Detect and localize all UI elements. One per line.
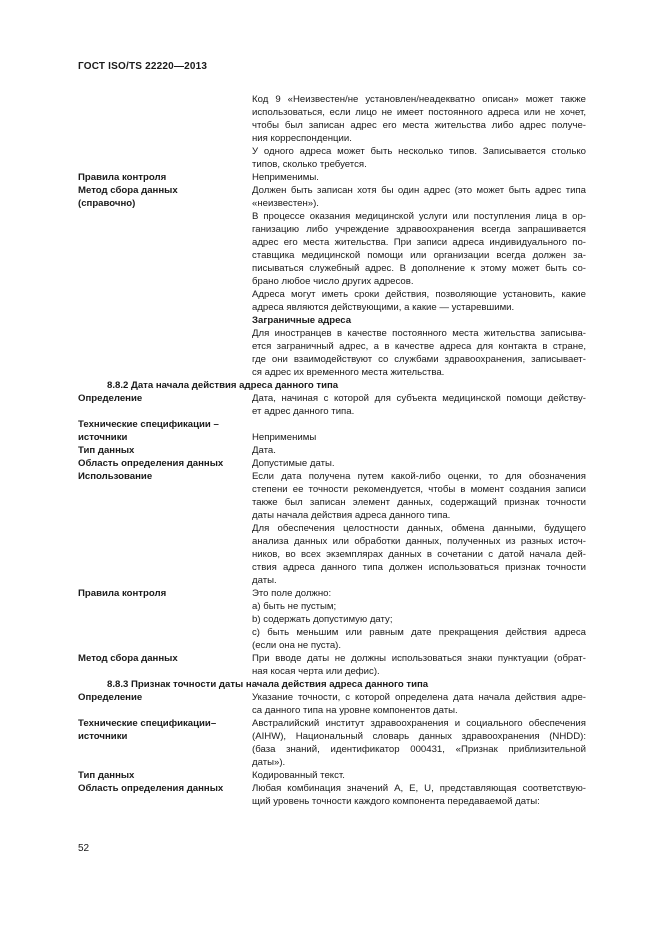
row-label bbox=[78, 717, 252, 769]
row-value bbox=[252, 457, 586, 470]
row-label bbox=[78, 587, 252, 600]
row-value bbox=[252, 600, 586, 613]
row-label bbox=[78, 314, 252, 327]
label-line: Правила контроля bbox=[78, 588, 167, 599]
value-line: c) быть меньшим или равным дате прекращения действия адреса bbox=[252, 627, 586, 638]
row-value bbox=[252, 444, 586, 457]
document-header: ГОСТ ISO/TS 22220—2013 bbox=[78, 61, 208, 72]
definition-row bbox=[78, 184, 586, 210]
row-label bbox=[78, 288, 252, 314]
definition-row bbox=[78, 717, 586, 769]
value-line: даты начала действия адреса данного типа. bbox=[252, 510, 451, 521]
value-line: (база знаний, идентификатор 000431, «Признак приблизительной bbox=[252, 744, 586, 755]
value-line: Кодированный текст. bbox=[252, 770, 345, 781]
definition-row bbox=[78, 457, 586, 470]
value-line: ставщика медицинской помощи или организации всегда должен за- bbox=[252, 250, 586, 261]
value-line: Неприменимы. bbox=[252, 172, 319, 183]
definition-row bbox=[78, 288, 586, 314]
row-label bbox=[78, 522, 252, 587]
row-label bbox=[78, 470, 252, 522]
row-value bbox=[252, 210, 586, 288]
definition-row bbox=[78, 470, 586, 522]
value-line: Австралийский институт здравоохранения и социального обеспечения bbox=[252, 718, 586, 729]
value-line: a) быть не пустым; bbox=[252, 601, 337, 612]
value-line: даты. bbox=[252, 575, 277, 586]
row-value bbox=[252, 522, 586, 587]
row-value bbox=[252, 93, 586, 145]
value-line: также был записан элемент данных, содержащий признак точности bbox=[252, 497, 586, 508]
row-value bbox=[252, 314, 586, 327]
value-line: Любая комбинация значений A, E, U, представляющая соответствую- bbox=[252, 783, 586, 794]
row-label bbox=[78, 613, 252, 626]
label-line: Метод сбора данных bbox=[78, 185, 178, 196]
row-label bbox=[78, 392, 252, 418]
value-line: ников, во всех экземплярах данных в сочетании с датой начала дей- bbox=[252, 549, 586, 560]
document-body bbox=[78, 93, 586, 808]
label-line: Тип данных bbox=[78, 445, 135, 456]
value-line: Если дата получена путем какой-либо оценки, то для обозначения bbox=[252, 471, 586, 482]
definition-row bbox=[78, 444, 586, 457]
row-value bbox=[252, 171, 586, 184]
label-line: Область определения данных bbox=[78, 783, 224, 794]
label-line: Определение bbox=[78, 393, 143, 404]
value-line: чтобы был записан адрес его места жительства либо адрес получе- bbox=[252, 120, 586, 131]
value-line: брано любое число других адресов. bbox=[252, 276, 414, 287]
definition-row bbox=[78, 782, 586, 808]
page-number: 52 bbox=[78, 843, 90, 854]
definition-row bbox=[78, 392, 586, 418]
value-line: ная косая черта или дефис). bbox=[252, 666, 380, 677]
row-value bbox=[252, 184, 586, 210]
value-line: писываться служебный адрес. В дополнение к этому может быть со- bbox=[252, 263, 586, 274]
value-line: (если она не пуста). bbox=[252, 640, 342, 651]
row-label bbox=[78, 600, 252, 613]
value-line: Должен быть записан хотя бы один адрес (это может быть адрес типа bbox=[252, 185, 586, 196]
label-line: Правила контроля bbox=[78, 172, 167, 183]
row-label bbox=[78, 626, 252, 652]
label-line: источники bbox=[78, 731, 128, 742]
value-line: ся адрес их временного места жительства. bbox=[252, 367, 445, 378]
label-line: Метод сбора данных bbox=[78, 653, 178, 664]
row-value bbox=[252, 327, 586, 379]
value-line: где они взаимодействуют со службами здравоохранения, записывает- bbox=[252, 354, 586, 365]
definition-row bbox=[78, 522, 586, 587]
definition-row bbox=[78, 93, 586, 145]
value-line: адреса являются действующими, а какие — устаревшими. bbox=[252, 302, 515, 313]
value-line: ет адрес данного типа. bbox=[252, 406, 355, 417]
row-value bbox=[252, 769, 586, 782]
value-line: анализа данных или обработки данных, полученных из разных источ- bbox=[252, 536, 586, 547]
definition-row bbox=[78, 600, 586, 613]
value-line: При вводе даты не должны использоваться знаки пунктуации (обрат- bbox=[252, 653, 586, 664]
row-label bbox=[78, 691, 252, 717]
value-line: (AIHW), Национальный словарь данных здравоохранения (NHDD): bbox=[252, 731, 586, 742]
row-label bbox=[78, 184, 252, 210]
definition-row bbox=[78, 691, 586, 717]
row-label bbox=[78, 327, 252, 379]
value-line: У одного адреса может быть несколько типов. Записывается столько bbox=[252, 146, 586, 157]
value-line: са данного типа на уровне компонентов даты. bbox=[252, 705, 458, 716]
row-value bbox=[252, 392, 586, 418]
row-label bbox=[78, 457, 252, 470]
definition-row bbox=[78, 327, 586, 379]
label-line: (справочно) bbox=[78, 198, 136, 209]
row-label bbox=[78, 444, 252, 457]
value-line: Это поле должно: bbox=[252, 588, 332, 599]
row-label bbox=[78, 93, 252, 145]
row-label bbox=[78, 652, 252, 678]
row-label bbox=[78, 782, 252, 808]
row-label bbox=[78, 210, 252, 288]
label-line: Определение bbox=[78, 692, 143, 703]
label-line: Технические спецификации – bbox=[78, 419, 219, 430]
label-line: источники bbox=[78, 432, 128, 443]
row-label bbox=[78, 145, 252, 171]
value-line: Код 9 «Неизвестен/не установлен/неадекватно описан» может также bbox=[252, 94, 586, 105]
value-line: Адреса могут иметь сроки действия, позволяющие установить, какие bbox=[252, 289, 586, 300]
value-line: Допустимые даты. bbox=[252, 458, 335, 469]
label-line: Тип данных bbox=[78, 770, 135, 781]
value-line: ния корреспонденции. bbox=[252, 133, 352, 144]
definition-row bbox=[78, 626, 586, 652]
value-line bbox=[252, 418, 586, 431]
definition-row bbox=[78, 652, 586, 678]
definition-row bbox=[78, 769, 586, 782]
value-line: ется заграничный адрес, а в качестве адреса для контакта в стране, bbox=[252, 341, 586, 352]
value-line: даты»). bbox=[252, 757, 286, 768]
definition-row bbox=[78, 418, 586, 444]
definition-row bbox=[78, 171, 586, 184]
value-line: b) содержать допустимую дату; bbox=[252, 614, 393, 625]
value-line: Для обеспечения целостности данных, обмена данными, будущего bbox=[252, 523, 586, 534]
value-line: Дата. bbox=[252, 445, 276, 456]
definition-row bbox=[78, 587, 586, 600]
value-line: степени ее точности рекомендуется, чтобы в момент создания записи bbox=[252, 484, 586, 495]
row-value bbox=[252, 470, 586, 522]
row-label bbox=[78, 418, 252, 444]
row-value bbox=[252, 717, 586, 769]
row-value bbox=[252, 418, 586, 444]
value-line: ганизацию либо учреждение здравоохранения всегда запрашивается bbox=[252, 224, 586, 235]
value-line: адрес его места жительства. При записи адреса индивидуального по- bbox=[252, 237, 586, 248]
value-line: щий уровень точности каждого компонента передаваемой даты: bbox=[252, 796, 540, 807]
row-value bbox=[252, 613, 586, 626]
definition-row bbox=[78, 613, 586, 626]
label-line: Область определения данных bbox=[78, 458, 224, 469]
definition-row bbox=[78, 145, 586, 171]
value-line: В процессе оказания медицинской услуги или поступления лица в ор- bbox=[252, 211, 586, 222]
section-heading: 8.8.2 Дата начала действия адреса данного типа bbox=[107, 380, 339, 391]
row-label bbox=[78, 171, 252, 184]
row-value bbox=[252, 587, 586, 600]
label-line: Использование bbox=[78, 471, 153, 482]
section-heading: 8.8.3 Признак точности даты начала действия адреса данного типа bbox=[107, 679, 429, 690]
row-value bbox=[252, 652, 586, 678]
value-line: Неприменимы bbox=[252, 432, 317, 443]
row-value bbox=[252, 145, 586, 171]
row-value bbox=[252, 691, 586, 717]
definition-row bbox=[78, 210, 586, 288]
value-line: Заграничные адреса bbox=[252, 315, 352, 326]
value-line: использоваться, если лицо не имеет постоянного адреса или не хочет, bbox=[252, 107, 586, 118]
value-line: «неизвестен»). bbox=[252, 198, 319, 209]
row-value bbox=[252, 288, 586, 314]
value-line: ствия адреса данного типа должен использоваться признак точности bbox=[252, 562, 586, 573]
value-line: типов, сколько требуется. bbox=[252, 159, 367, 170]
value-line: Для иностранцев в качестве постоянного места жительства записыва- bbox=[252, 328, 586, 339]
row-label bbox=[78, 769, 252, 782]
label-line: Технические спецификации– bbox=[78, 718, 217, 729]
definition-row bbox=[78, 314, 586, 327]
value-line: Указание точности, с которой определена дата начала действия адре- bbox=[252, 692, 586, 703]
row-value bbox=[252, 782, 586, 808]
value-line: Дата, начиная с которой для субъекта медицинской помощи действу- bbox=[252, 393, 586, 404]
row-value bbox=[252, 626, 586, 652]
